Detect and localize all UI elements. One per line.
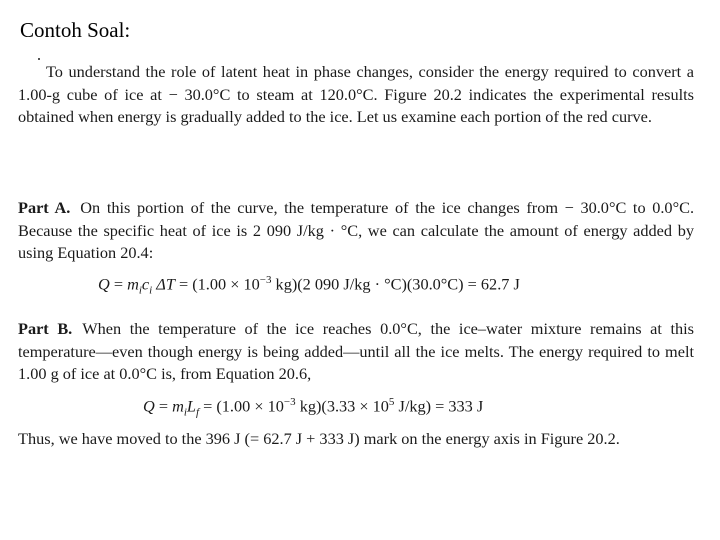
- eq-b-mass-sub: i: [183, 406, 187, 419]
- part-b-paragraph: [18, 318, 694, 386]
- eq-a-specific-heat-sub: i: [149, 284, 153, 297]
- eq-a-value-1: (1.00 × 10: [192, 274, 260, 294]
- intro-text: To understand the role of latent heat in phase changes, consider the energy required to convert a 1.00-g cube of ice at − 30.0°C to steam at 120.0°C. Figure 20.2 indicates the experimental results obtained when energy is gradually added to the ice. Let us examine each portion of the red curve.: [18, 62, 694, 126]
- slide-title: Contoh Soal:: [20, 18, 131, 42]
- eq-b-latent-heat-sub: f: [195, 406, 200, 419]
- part-a-paragraph: [18, 197, 694, 265]
- part-b-text: When the temperature of the ice reaches 0.0°C, the ice–water mixture remains at this temperature—even though energy is being added—until all the ice melts. The energy required to melt 1.00 g of ice at 0.0°C is, from Equation 20.6,: [18, 319, 695, 383]
- part-b-label: Part B.: [18, 319, 73, 338]
- part-a-text: On this portion of the curve, the temperature of the ice changes from − 30.0°C to 0.0°C. Because the specific heat of ice is 2 090 J/kg · °C, we can calculate the amount of energy added by using Equation 20.4:: [18, 198, 695, 262]
- eq-b-value-2: kg)(3.33 × 10: [295, 396, 389, 416]
- eq-a-exponent: −3: [259, 274, 272, 286]
- eq-b-exponent-2: 5: [388, 396, 395, 408]
- conclusion-text: Thus, we have moved to the 396 J (= 62.7 J + 333 J) mark on the energy axis in Figure 20.2.: [18, 429, 620, 448]
- eq-a-delta-t: ΔT: [152, 274, 175, 294]
- eq-b-mass: m: [172, 396, 184, 416]
- bullet-marker: [38, 58, 40, 60]
- eq-a-mass: m: [127, 274, 139, 294]
- eq-b-exponent-1: −3: [283, 396, 296, 408]
- eq-b-lhs: Q: [143, 396, 155, 416]
- part-b-equation: [143, 396, 483, 419]
- eq-b-latent-heat: L: [186, 396, 196, 416]
- eq-b-equals-1: =: [154, 396, 173, 416]
- eq-a-mass-sub: i: [138, 284, 142, 297]
- eq-b-equals-2: =: [199, 396, 217, 416]
- conclusion-paragraph: [18, 428, 694, 451]
- eq-a-equals-1: =: [109, 274, 128, 294]
- eq-a-lhs: Q: [98, 274, 110, 294]
- eq-b-value-3: J/kg) = 333 J: [394, 396, 484, 416]
- eq-b-value-1: (1.00 × 10: [216, 396, 284, 416]
- part-a-label: Part A.: [18, 198, 71, 217]
- intro-paragraph: [18, 61, 694, 129]
- eq-a-value-2: kg)(2 090 J/kg · °C)(30.0°C) = 62.7 J: [271, 274, 520, 294]
- part-a-equation: [98, 274, 520, 297]
- eq-a-specific-heat: c: [141, 274, 150, 294]
- eq-a-equals-2: =: [174, 274, 193, 294]
